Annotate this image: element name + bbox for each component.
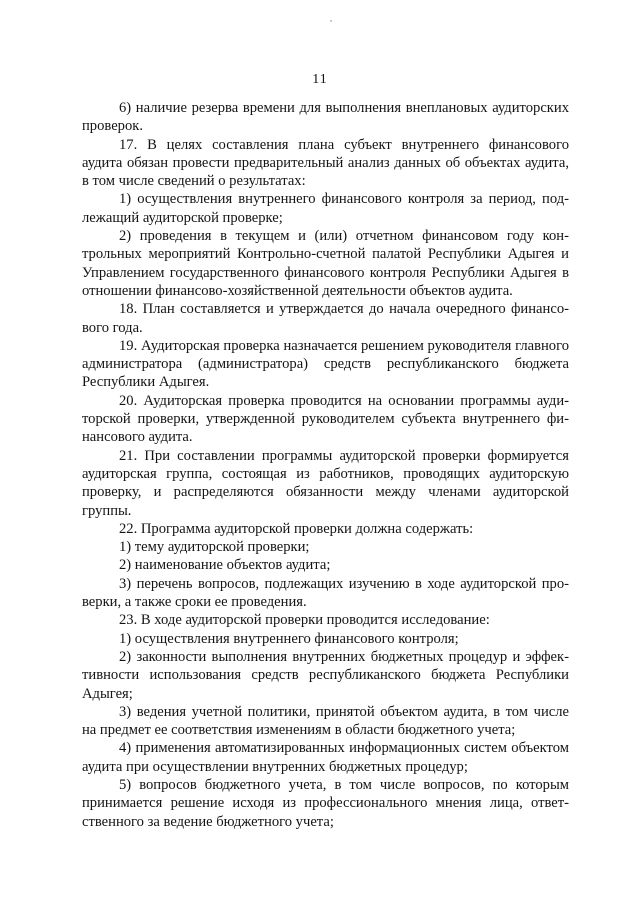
clause-22-item-2: 2) наименование объектов аудита; xyxy=(119,557,331,574)
clause-23-item-2: 2) законности выполнения внутренних бюджетных процедур и эффективности использования средств республиканского бюджета Республики Адыгея; xyxy=(82,648,569,702)
clause-23-item-1: 1) осуществления внутреннего финансового контроля; xyxy=(119,630,459,647)
clause-22: 22. Программа аудиторской проверки должна содержать: xyxy=(119,520,474,537)
document-body xyxy=(82,99,569,831)
clause-20: 20. Аудиторская проверка проводится на основании программы аудиторской проверки, утвержденной руководителем субъекта внутреннего финансового аудита. xyxy=(82,392,569,446)
clause-18: 18. План составляется и утверждается до начала очередного финансового года. xyxy=(82,301,569,336)
clause-17: 17. В целях составления плана субъект внутреннего финансового аудита обязан провести предварительный анализ данных об объектах аудита, в том числе сведений о результатах: xyxy=(82,136,569,190)
scan-artifact xyxy=(330,20,332,22)
clause-22-item-3: 3) перечень вопросов, подлежащих изучению в ходе аудиторской проверки, а также сроки ее проведения. xyxy=(82,575,569,611)
clause-22-item-1: 1) тему аудиторской проверки; xyxy=(119,539,310,556)
clause-17-item-1: 1) осуществления внутреннего финансового контроля за период, подлежащий аудиторской проверке; xyxy=(82,191,569,226)
clause-17-item-2: 2) проведения в текущем и (или) отчетном финансовом году контрольных мероприятий Контрольно-счетной палатой Республики Адыгея и Управлением государственного финансового контроля Республики Адыгея в отношении финансово-хозяйственной деятельности объектов аудита. xyxy=(82,228,569,299)
clause-23-item-4: 4) применения автоматизированных информационных систем объектом аудита при осуществлении внутренних бюджетных процедур; xyxy=(82,740,569,775)
list-item-6-reserve-time: 6) наличие резерва времени для выполнения внеплановых аудиторских проверок. xyxy=(82,100,569,135)
clause-21: 21. При составлении программы аудиторской проверки формируется аудиторская группа, состоящая из работников, проводящих аудиторскую проверку, и распределяются обязанности между членами аудиторской группы. xyxy=(82,447,569,519)
page-number: 11 xyxy=(312,72,328,87)
clause-23-item-3: 3) ведения учетной политики, принятой объектом аудита, в том числе на предмет ее соответствия изменениям в области бюджетного учета; xyxy=(82,703,569,739)
clause-19: 19. Аудиторская проверка назначается решением руководителя главного администратора (администратора) средств республиканского бюджета Республики Адыгея. xyxy=(82,337,569,391)
clause-23: 23. В ходе аудиторской проверки проводится исследование: xyxy=(119,612,490,629)
clause-23-item-5: 5) вопросов бюджетного учета, в том числе вопросов, по которым принимается решение исходя из профессионального мнения лица, ответственного за ведение бюджетного учета; xyxy=(82,776,569,830)
